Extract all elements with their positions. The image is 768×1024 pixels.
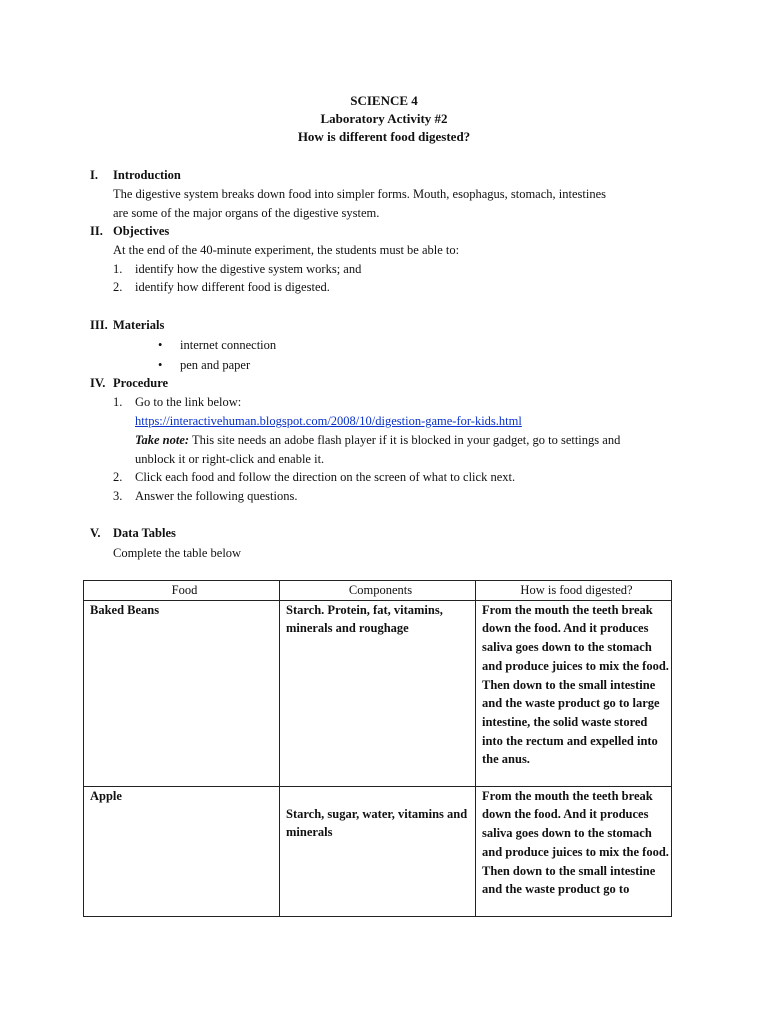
column-header-food: Food <box>84 581 280 601</box>
column-header-components: Components <box>280 581 476 601</box>
take-note <box>135 431 620 450</box>
procedure-step-1: Go to the link below: <box>135 395 242 409</box>
procedure-num-3: 3. <box>113 489 123 503</box>
table-header-row <box>84 581 672 601</box>
procedure-heading: Procedure <box>113 376 169 390</box>
objective-item-1: identify how the digestive system works; and <box>135 262 362 276</box>
material-item-1: internet connection <box>180 338 277 352</box>
take-note-label: Take note: <box>135 433 190 447</box>
objective-item-2: identify how different food is digested. <box>135 280 330 294</box>
procedure-numeral: IV. <box>90 376 106 390</box>
procedure-num-1: 1. <box>113 395 123 409</box>
procedure-step-2: Click each food and follow the direction on the screen of what to click next. <box>135 470 516 484</box>
take-note-text: This site needs an adobe flash player if it is blocked in your gadget, go to settings and <box>189 433 621 447</box>
table-row <box>84 600 672 786</box>
cell-digestion: From the mouth the teeth break down the food. And it produces saliva goes down to the stomach and produce juices to mix the food. Then down to the small intestine and the waste product go to <box>476 786 672 916</box>
materials-heading: Materials <box>113 318 165 332</box>
intro-numeral: I. <box>90 168 98 182</box>
subject-title: SCIENCE 4 <box>350 93 418 108</box>
cell-food: Baked Beans <box>84 600 280 786</box>
bullet-icon: • <box>158 358 163 372</box>
activity-question: How is different food digested? <box>297 129 471 144</box>
data-tables-numeral: V. <box>90 526 101 540</box>
take-note-line2: unblock it or right-click and enable it. <box>135 452 325 466</box>
procedure-step-3: Answer the following questions. <box>135 489 298 503</box>
cell-food: Apple <box>84 786 280 916</box>
objectives-heading: Objectives <box>113 224 170 238</box>
intro-text-line1: The digestive system breaks down food into simpler forms. Mouth, esophagus, stomach, intestines <box>113 187 606 201</box>
cell-components: Starch. Protein, fat, vitamins, minerals and roughage <box>280 600 476 786</box>
cell-digestion: From the mouth the teeth break down the food. And it produces saliva goes down to the stomach and produce juices to mix the food. Then down to the small intestine and the waste product go to large intestine, the solid waste stored into the rectum and expelled into the anus. <box>476 600 672 786</box>
objectives-lead: At the end of the 40-minute experiment, the students must be able to: <box>113 243 460 257</box>
materials-numeral: III. <box>90 318 108 332</box>
activity-title: Laboratory Activity #2 <box>320 111 448 126</box>
objectives-numeral: II. <box>90 224 103 238</box>
procedure-num-2: 2. <box>113 470 123 484</box>
cell-components: Starch, sugar, water, vitamins and minerals <box>280 786 476 916</box>
intro-text-line2: are some of the major organs of the digestive system. <box>113 206 380 220</box>
table-row <box>84 786 672 916</box>
material-item-2: pen and paper <box>180 358 251 372</box>
game-link[interactable]: https://interactivehuman.blogspot.com/2008/10/digestion-game-for-kids.html <box>135 414 522 428</box>
data-tables-lead: Complete the table below <box>113 546 242 560</box>
intro-heading: Introduction <box>113 168 181 182</box>
food-digestion-table <box>83 580 672 917</box>
data-tables-heading: Data Tables <box>113 526 176 540</box>
objective-num-2: 2. <box>113 280 123 294</box>
bullet-icon: • <box>158 338 163 352</box>
column-header-digestion: How is food digested? <box>476 581 672 601</box>
objective-num-1: 1. <box>113 262 123 276</box>
